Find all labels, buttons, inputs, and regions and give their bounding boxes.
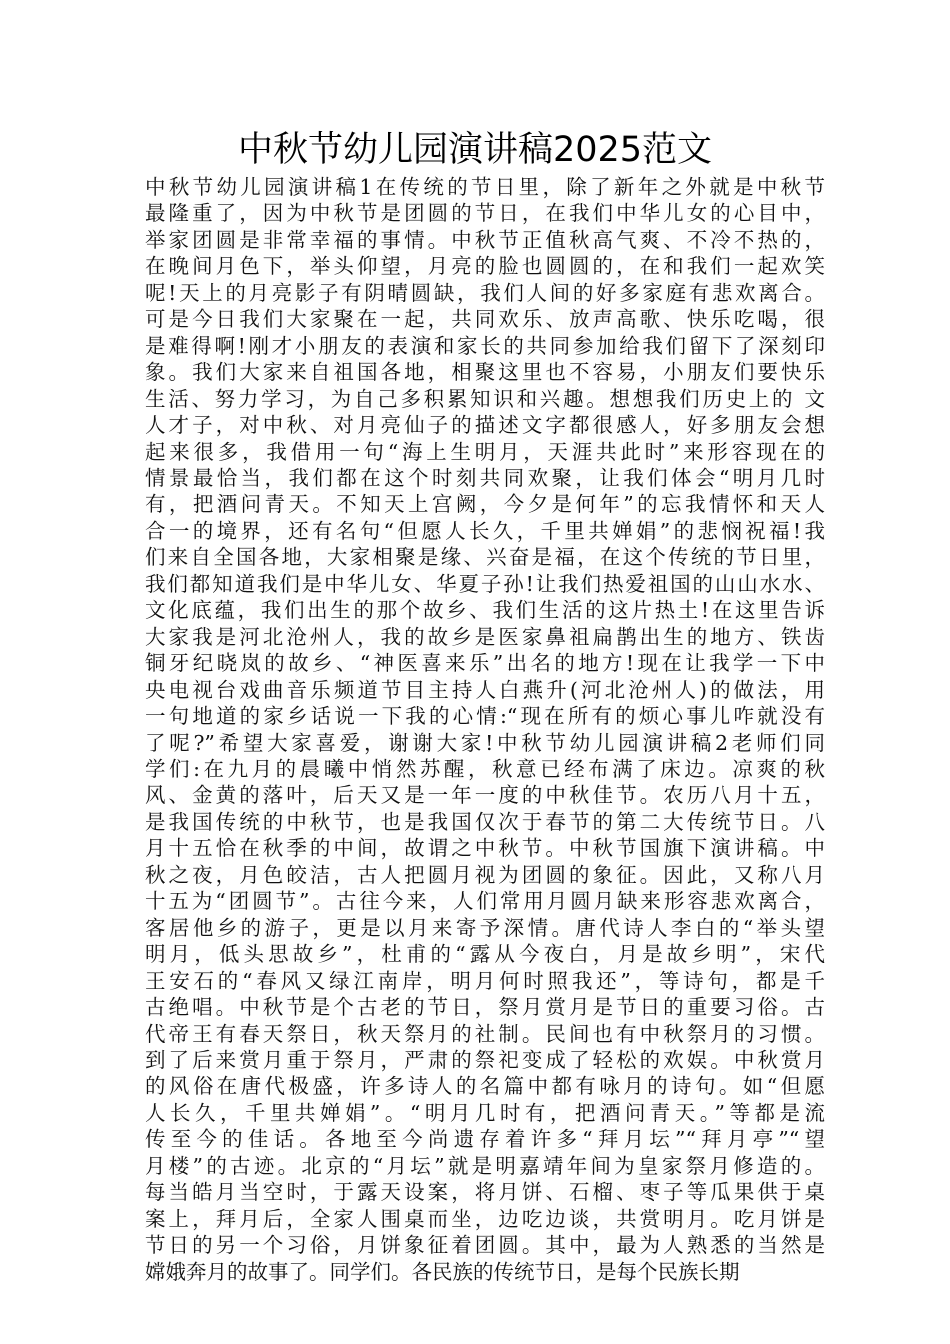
body-text-line: 举家团圆是非常幸福的事情。中秋节正值秋高气爽、不冷不热的， — [145, 227, 825, 252]
body-text-line: 代帝王有春天祭日，秋天祭月的社制。民间也有中秋祭月的习惯。 — [145, 1021, 825, 1046]
body-text-line: 文化底蕴，我们出生的那个故乡、我们生活的这片热土!在这里告诉 — [145, 598, 825, 623]
body-text-line: 呢!天上的月亮影子有阴晴圆缺，我们人间的好多家庭有悲欢离合。 — [145, 280, 825, 305]
body-text-line: 铜牙纪晓岚的故乡、“神医喜来乐”出名的地方!现在让我学一下中 — [145, 651, 825, 676]
body-text-line: 可是今日我们大家聚在一起，共同欢乐、放声高歌、快乐吃喝，很 — [145, 307, 825, 332]
document-title: 中秋节幼儿园演讲稿2025范文 — [237, 130, 713, 170]
body-text-line: 我们都知道我们是中华儿女、华夏子孙!让我们热爱祖国的山山水水、 — [145, 571, 825, 596]
body-text-line: 在晚间月色下，举头仰望，月亮的脸也圆圆的，在和我们一起欢笑 — [145, 254, 825, 279]
body-text-line: 到了后来赏月重于祭月，严肃的祭祀变成了轻松的欢娱。中秋赏月 — [145, 1047, 825, 1072]
body-text-line: 是我国传统的中秋节，也是我国仅次于春节的第二大传统节日。八 — [145, 809, 825, 834]
body-text-line: 每当皓月当空时，于露天设案，将月饼、石榴、枣子等瓜果供于桌 — [145, 1180, 825, 1205]
body-text-line: 客居他乡的游子，更是以月来寄予深情。唐代诗人李白的“举头望 — [145, 915, 825, 940]
body-text-line: 大家我是河北沧州人，我的故乡是医家鼻祖扁鹊出生的地方、铁齿 — [145, 624, 825, 649]
body-text-line: 人才子，对中秋、对月亮仙子的描述文字都很感人，好多朋友会想 — [145, 413, 825, 438]
body-text-line: 起来很多，我借用一句“海上生明月，天涯共此时”来形容现在的 — [145, 439, 825, 464]
body-text-line: 央电视台戏曲音乐频道节目主持人白燕升(河北沧州人)的做法，用 — [145, 677, 825, 702]
body-text-line: 是难得啊!刚才小朋友的表演和家长的共同参加给我们留下了深刻印 — [145, 333, 825, 358]
body-text-line: 秋之夜，月色皎洁，古人把圆月视为团圆的象征。因此，又称八月 — [145, 862, 825, 887]
body-text-line: 中秋节幼儿园演讲稿1在传统的节日里，除了新年之外就是中秋节 — [145, 175, 825, 199]
document-body — [145, 174, 825, 1285]
body-text-line: 十五为“团圆节”。古往今来，人们常用月圆月缺来形容悲欢离合， — [145, 889, 825, 914]
body-text-line: 月十五恰在秋季的中间，故谓之中秋节。中秋节国旗下演讲稿。中 — [145, 836, 825, 861]
body-text-line: 情景最恰当，我们都在这个时刻共同欢聚，让我们体会“明月几时 — [145, 465, 825, 490]
body-text-line: 们来自全国各地，大家相聚是缘、兴奋是福，在这个传统的节日里， — [145, 545, 825, 570]
body-text-line: 明月，低头思故乡”，杜甫的“露从今夜白，月是故乡明”，宋代 — [145, 942, 825, 967]
body-text-line: 王安石的“春风又绿江南岸，明月何时照我还”，等诗句，都是千 — [145, 968, 825, 993]
body-text-line: 节日的另一个习俗，月饼象征着团圆。其中，最为人熟悉的当然是 — [145, 1233, 825, 1258]
body-text-line: 嫦娥奔月的故事了。同学们。各民族的传统节日，是每个民族长期 — [145, 1259, 740, 1284]
body-text-line: 古绝唱。中秋节是个古老的节日，祭月赏月是节日的重要习俗。古 — [145, 995, 825, 1020]
body-text-line: 生活、努力学习，为自己多积累知识和兴趣。想想我们历史上的 文 — [145, 386, 825, 411]
body-text-line: 了呢?”希望大家喜爱，谢谢大家!中秋节幼儿园演讲稿2老师们同 — [145, 730, 825, 755]
body-text-line: 有，把酒问青天。不知天上宫阙，今夕是何年”的忘我情怀和天人 — [145, 492, 825, 517]
body-text-line: 最隆重了，因为中秋节是团圆的节日，在我们中华儿女的心目中， — [145, 201, 825, 226]
body-text-line: 传至今的佳话。各地至今尚遗存着许多“拜月坛”“拜月亭”“望 — [145, 1127, 825, 1152]
body-text-line: 月楼”的古迹。北京的“月坛”就是明嘉靖年间为皇家祭月修造的。 — [145, 1153, 825, 1178]
body-text-line: 人长久，千里共婵娟”。“明月几时有，把酒问青天。”等都是流 — [145, 1100, 825, 1125]
body-text-line: 象。我们大家来自祖国各地，相聚这里也不容易，小朋友们要快乐 — [145, 360, 825, 385]
body-text-line: 学们:在九月的晨曦中悄然苏醒，秋意已经布满了床边。凉爽的秋 — [145, 756, 825, 781]
body-text-line: 一句地道的家乡话说一下我的心情:“现在所有的烦心事儿咋就没有 — [145, 704, 825, 729]
body-text-line: 案上，拜月后，全家人围桌而坐，边吃边谈，共赏明月。吃月饼是 — [145, 1206, 825, 1231]
body-text-line: 的风俗在唐代极盛，许多诗人的名篇中都有咏月的诗句。如“但愿 — [145, 1074, 825, 1099]
body-text-line: 风、金黄的落叶，后天又是一年一度的中秋佳节。农历八月十五， — [145, 783, 825, 808]
body-text-line: 合一的境界，还有名句“但愿人长久，千里共婵娟”的悲悯祝福!我 — [145, 518, 825, 543]
